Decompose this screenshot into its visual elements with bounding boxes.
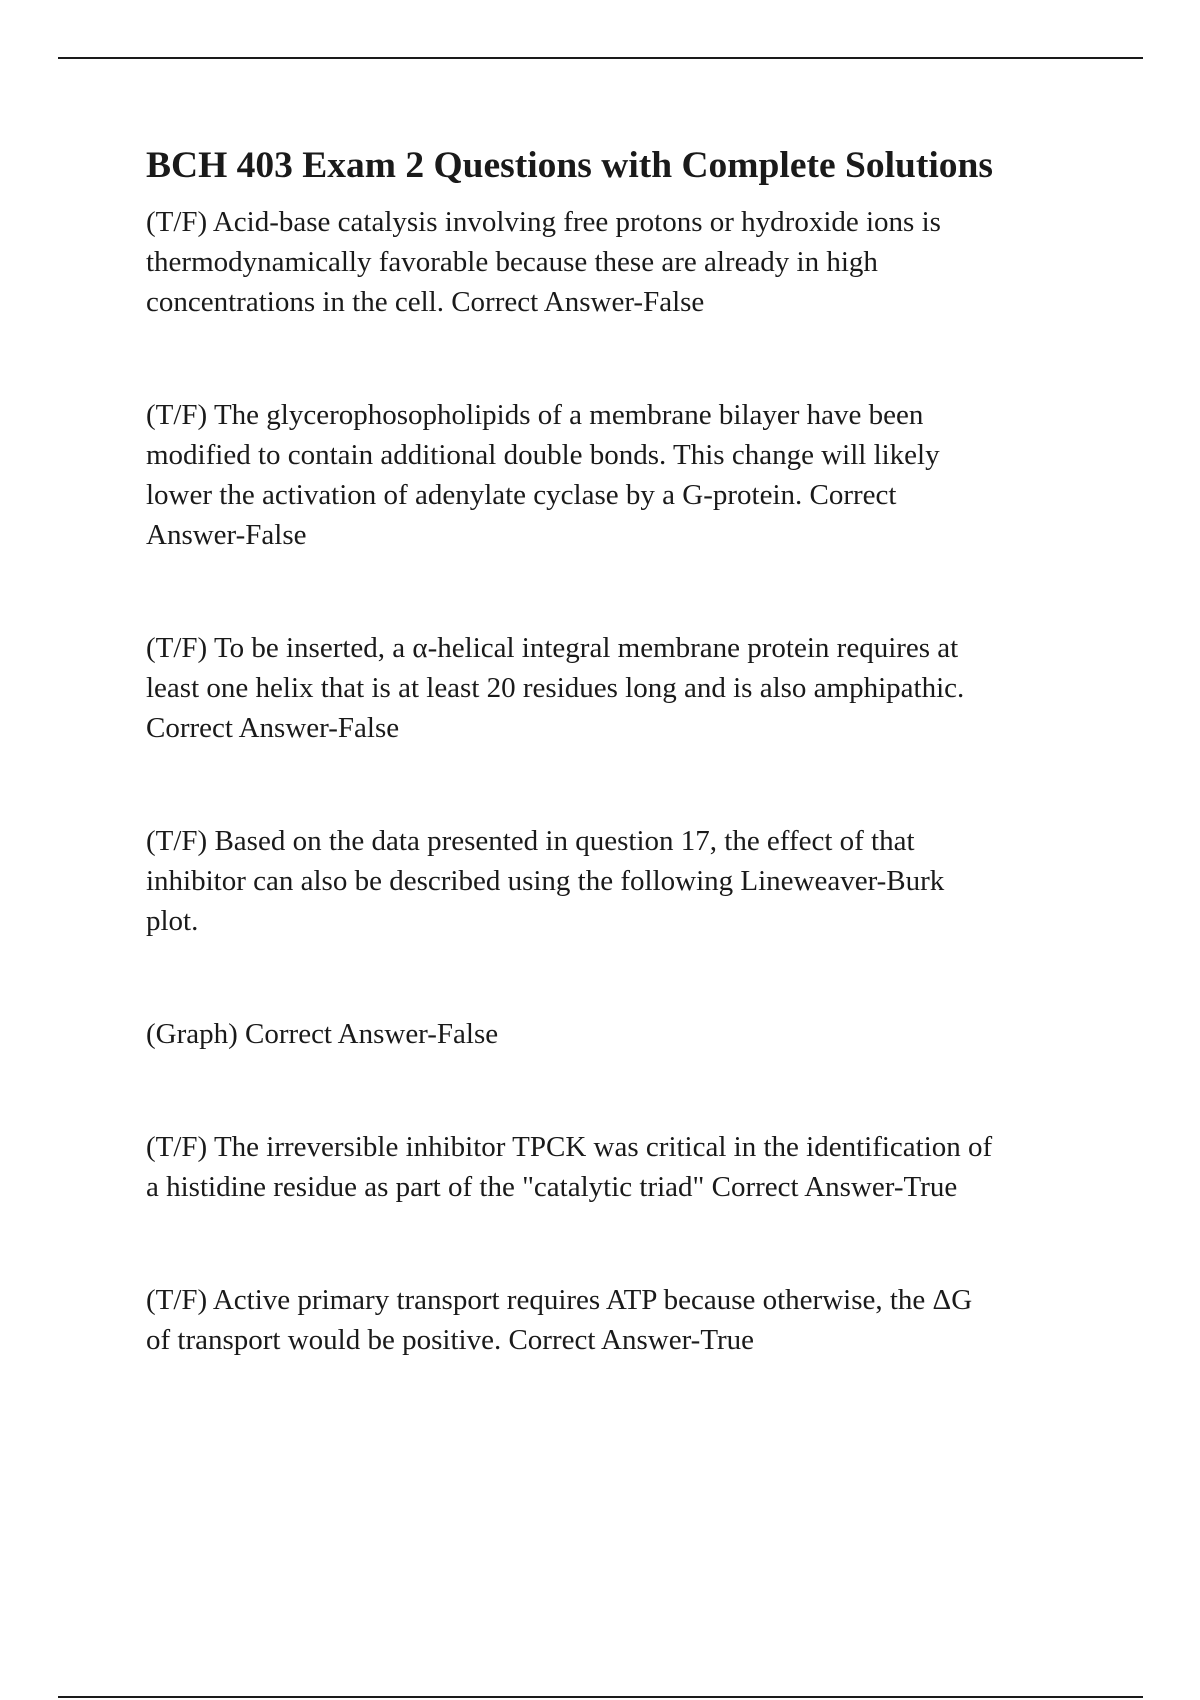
question-answer: (T/F) The irreversible inhibitor TPCK was critical in the identification of a histidine residue as part of the "catalytic triad" Correct Answer-True (146, 1131, 993, 1203)
spacer (146, 941, 1106, 1014)
spacer (146, 748, 1106, 821)
header-rule (58, 57, 1143, 59)
footer-rule (58, 1696, 1143, 1698)
question-answer: (T/F) Active primary transport requires ATP because otherwise, the ΔG of transport would be positive. Correct Answer-True (146, 1284, 973, 1356)
spacer (146, 1054, 1106, 1127)
spacer (146, 555, 1106, 628)
question-answer: (T/F) The glycerophosopholipids of a membrane bilayer have been modified to contain additional double bonds. This change will likely lower the activation of adenylate cyclase by a G-protein. Correct Answer-False (146, 399, 940, 551)
spacer (146, 1207, 1106, 1280)
spacer (146, 322, 1106, 395)
document-body (146, 136, 1106, 1360)
document-title: BCH 403 Exam 2 Questions with Complete Solutions (146, 145, 993, 186)
question-answer: (T/F) Acid-base catalysis involving free protons or hydroxide ions is thermodynamically favorable because these are already in high concentrations in the cell. Correct Answer-False (146, 206, 941, 318)
question-answer: (T/F) Based on the data presented in question 17, the effect of that inhibitor can also be described using the following Lineweaver-Burk plot. (146, 825, 945, 937)
question-answer: (Graph) Correct Answer-False (146, 1018, 499, 1050)
question-answer: (T/F) To be inserted, a α-helical integral membrane protein requires at least one helix that is at least 20 residues long and is also amphipathic. Correct Answer-False (146, 632, 965, 744)
